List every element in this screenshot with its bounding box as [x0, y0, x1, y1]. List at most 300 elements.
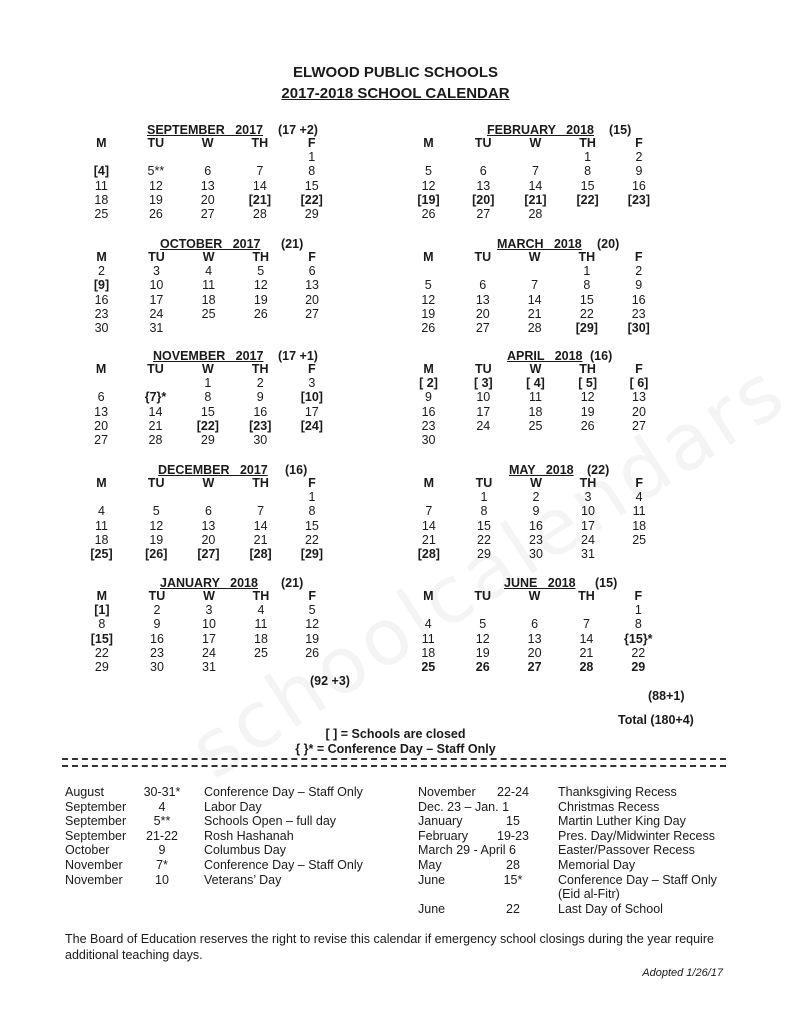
day-cell: 2 [532, 490, 540, 504]
day-cell: 26 [421, 207, 436, 222]
holiday-event: Pres. Day/Midwinter Recess [558, 828, 715, 843]
weekday-label: M [423, 362, 434, 376]
day-cell: 21 [421, 532, 436, 547]
day-cell [558, 603, 614, 617]
day-cell: 7 [531, 278, 539, 293]
day-cell: 5 [308, 603, 316, 617]
month-name: FEBRUARY 2018 [487, 123, 594, 137]
day-cell: 1 [634, 603, 642, 617]
day-cell: 17 [202, 631, 216, 646]
holiday-month: January [418, 814, 463, 829]
day-cell [128, 150, 184, 164]
day-cell: 28 [252, 207, 267, 222]
day-cell: 19 [475, 645, 490, 660]
month-grid [75, 589, 335, 674]
holiday-date: 5** [153, 814, 171, 829]
day-cell: 11 [202, 278, 216, 293]
week-row [402, 390, 662, 404]
week-row [75, 207, 335, 221]
holiday-event: Conference Day – Staff Only [204, 785, 363, 799]
week-row [75, 321, 335, 335]
day-cell: 19 [148, 192, 163, 207]
day-cell: 6 [479, 164, 487, 179]
day-cell: [23] [249, 418, 272, 433]
day-cell: 2 [98, 264, 105, 278]
day-cell: 12 [421, 178, 436, 193]
day-cell: 5 [257, 264, 265, 278]
week-row [75, 376, 335, 390]
day-cell: 20 [305, 292, 320, 307]
day-cell: 26 [253, 306, 268, 321]
month-name: MARCH 2018 [497, 237, 582, 251]
day-cell: 20 [527, 645, 542, 660]
day-cell: 11 [421, 631, 435, 646]
day-cell: 9 [256, 390, 264, 405]
day-cell: [23] [627, 192, 651, 207]
holiday-date: 22-24 [497, 785, 529, 799]
day-cell: 9 [425, 390, 432, 405]
weekday-label: TU [148, 250, 165, 264]
holiday-event: Columbus Day [204, 843, 286, 858]
weekday-label: W [201, 362, 214, 376]
weekday-label: TU [474, 362, 492, 376]
weekday-label: W [203, 589, 215, 603]
week-row [402, 321, 662, 335]
day-cell: [28] [417, 547, 440, 562]
weekday-label: W [530, 476, 542, 490]
day-cell: 3 [205, 603, 213, 617]
day-cell [289, 321, 335, 335]
week-row [75, 390, 335, 404]
day-cell: 3 [152, 264, 160, 278]
day-cell: 31 [149, 321, 164, 336]
week-row [402, 433, 662, 447]
weekday-label: TH [579, 476, 597, 490]
day-cell: 12 [149, 518, 164, 533]
day-cell [402, 603, 455, 617]
week-row [402, 405, 662, 419]
day-cell: 25 [632, 532, 647, 547]
month-grid [75, 362, 335, 447]
day-cell: 6 [97, 390, 105, 405]
holiday-date: 28 [506, 857, 520, 872]
weekday-label: F [634, 589, 643, 603]
month-header [402, 349, 662, 363]
month-march [402, 237, 662, 336]
day-cell: 4 [257, 603, 265, 617]
day-cell: 16 [94, 292, 109, 307]
month-header [75, 123, 335, 137]
day-cell [616, 207, 662, 221]
day-cell: 15 [200, 404, 215, 419]
day-cell: 18 [254, 631, 268, 646]
total-days: Total (180+4) [618, 713, 694, 727]
day-cell: 24 [476, 418, 491, 433]
day-cell: 1 [308, 490, 316, 504]
week-row [75, 533, 335, 547]
day-cell: 15 [477, 518, 491, 533]
month-day-count: (16) [285, 463, 308, 477]
day-cell: 14 [527, 292, 542, 307]
day-cell: 25 [254, 645, 268, 660]
month-day-count: (15) [595, 576, 618, 590]
day-cell: 13 [476, 178, 491, 193]
day-cell: 12 [421, 292, 436, 307]
day-cell: 2 [256, 376, 264, 390]
day-cell: 10 [149, 278, 164, 293]
holiday-event: Memorial Day [558, 857, 636, 872]
month-grid [402, 136, 662, 221]
month-name: SEPTEMBER 2017 [147, 123, 264, 137]
week-row [75, 264, 335, 278]
day-cell: 8 [308, 504, 316, 519]
day-cell: 7 [256, 164, 264, 179]
holiday-month: November [418, 785, 476, 799]
day-cell: 24 [581, 532, 595, 547]
day-cell: 4 [98, 504, 105, 519]
day-cell: 22 [304, 532, 319, 547]
day-cell: 26 [305, 645, 320, 660]
week-row [402, 307, 662, 321]
week-row [402, 547, 662, 561]
day-cell: 1 [583, 264, 591, 278]
month-header [75, 349, 335, 363]
day-cell: [21] [248, 192, 271, 207]
day-cell: 1 [584, 150, 592, 164]
week-row [402, 519, 662, 533]
day-cell: 2 [153, 603, 161, 617]
day-cell: 17 [581, 518, 595, 533]
week-row [75, 307, 335, 321]
day-cell: 27 [475, 321, 490, 336]
day-cell: [ 2] [419, 376, 438, 390]
week-row [75, 603, 335, 617]
day-cell: 13 [632, 390, 646, 405]
calendar-title [0, 85, 791, 102]
month-day-count: (16) [590, 349, 613, 363]
day-cell: 19 [253, 292, 268, 307]
day-cell [232, 490, 288, 504]
weekday-label: TH [252, 476, 269, 490]
weekday-label: F [307, 136, 316, 150]
day-cell: 5** [147, 164, 165, 179]
month-day-count: (22) [587, 463, 610, 477]
day-cell [75, 150, 128, 164]
holiday-event: Last Day of School [558, 901, 663, 916]
month-header [402, 237, 662, 251]
day-cell: [4] [93, 164, 109, 179]
day-cell: 25 [528, 418, 543, 433]
day-cell: [1] [94, 603, 110, 617]
weekday-label: F [634, 250, 643, 264]
week-row [402, 660, 662, 674]
day-cell: 12 [253, 278, 268, 293]
holiday-event: Martin Luther King Day [558, 814, 686, 829]
holiday-event: Christmas Recess [558, 799, 660, 814]
week-row [402, 533, 662, 547]
month-november [75, 349, 335, 448]
day-cell: [ 5] [578, 376, 598, 390]
weekday-header-row [402, 362, 662, 376]
day-cell: 19 [305, 631, 320, 646]
holiday-event: Veterans’ Day [204, 872, 282, 887]
day-cell: 16 [631, 292, 646, 307]
weekday-label: TU [147, 476, 165, 490]
day-cell [128, 490, 184, 504]
day-cell [455, 264, 511, 278]
day-cell: 11 [528, 390, 542, 405]
divider [62, 758, 726, 767]
day-cell [185, 490, 233, 504]
day-cell: 30 [94, 321, 109, 336]
day-cell: 25 [94, 207, 109, 222]
day-cell [185, 321, 233, 335]
day-cell: 27 [632, 418, 646, 433]
month-header [75, 237, 335, 251]
day-cell [184, 150, 231, 164]
month-april [402, 349, 662, 448]
day-cell: 7 [425, 504, 433, 519]
weekday-label: W [529, 362, 542, 376]
weekday-label: TU [474, 136, 492, 150]
holiday-month: Dec. 23 – Jan. 1 [418, 799, 510, 814]
day-cell: [22] [576, 192, 599, 207]
week-row [402, 490, 662, 504]
month-name: OCTOBER 2017 [160, 237, 261, 251]
day-cell [289, 433, 335, 447]
holiday-month: May [418, 857, 442, 872]
day-cell: [28] [249, 547, 272, 562]
day-cell: [22] [196, 418, 219, 433]
week-row [402, 504, 662, 518]
day-cell: 11 [632, 504, 646, 519]
month-header [402, 123, 662, 137]
day-cell: 9 [532, 504, 540, 519]
week-row [75, 193, 335, 207]
month-grid [402, 250, 662, 335]
day-cell: 16 [253, 404, 268, 419]
weekday-header-row [75, 476, 335, 490]
weekday-label: F [308, 250, 316, 264]
week-row [75, 617, 335, 631]
day-cell: 4 [424, 617, 432, 632]
day-cell: 11 [254, 617, 268, 632]
holiday-date: 7* [156, 857, 168, 872]
day-cell: [29] [300, 547, 324, 562]
day-cell: 15 [304, 178, 319, 193]
day-cell: 15 [579, 292, 594, 307]
holiday-month: March 29 - April 6 [418, 843, 516, 858]
weekday-label: TH [578, 250, 596, 264]
day-cell: 20 [475, 306, 490, 321]
day-cell: 3 [584, 490, 592, 504]
holiday-date: 30-31* [143, 785, 181, 799]
day-cell: [22] [300, 192, 323, 207]
day-cell: 14 [528, 178, 543, 193]
day-cell: 22 [94, 645, 109, 660]
day-cell: 30 [150, 660, 164, 675]
day-cell: [24] [300, 418, 323, 433]
weekday-label: TU [147, 136, 165, 150]
weekday-header-row [402, 589, 662, 603]
day-cell: 28 [148, 433, 163, 448]
day-cell [402, 150, 455, 164]
holiday-event: Conference Day – Staff Only [204, 857, 363, 872]
weekday-label: F [635, 136, 643, 150]
weekday-label: TH [579, 362, 596, 376]
day-cell [616, 547, 662, 561]
month-grid [402, 362, 662, 447]
day-cell: 19 [580, 404, 595, 419]
month-day-count: (21) [281, 237, 304, 251]
day-cell: [ 3] [473, 376, 493, 390]
week-row [75, 646, 335, 660]
week-row [75, 419, 335, 433]
holiday-date: 9 [158, 843, 166, 858]
weekday-header-row [75, 589, 335, 603]
day-cell: 10 [476, 390, 491, 405]
month-day-count: (17 +1) [278, 349, 318, 363]
day-cell [231, 150, 288, 164]
day-cell: 23 [94, 306, 109, 321]
week-row [75, 150, 335, 164]
day-cell: 12 [148, 178, 163, 193]
day-cell: 22 [631, 645, 646, 660]
month-january [75, 576, 335, 675]
day-cell [402, 490, 456, 504]
week-row [402, 264, 662, 278]
day-cell: 27 [305, 306, 320, 321]
day-cell: 9 [635, 278, 643, 293]
day-cell: 17 [304, 404, 319, 419]
week-row [75, 504, 335, 518]
board-notice: The Board of Education reserves the right to revise this calendar if emergency school closings during the year require additional teaching days. [65, 932, 714, 962]
holiday-event: Rosh Hashanah [204, 828, 294, 843]
weekday-label: M [96, 589, 108, 603]
weekday-label: F [308, 589, 316, 603]
holiday-month: September [65, 814, 127, 829]
day-cell: 31 [581, 547, 595, 562]
day-cell: 23 [150, 645, 164, 660]
holiday-event: Easter/Passover Recess [558, 843, 695, 858]
day-cell: 1 [480, 490, 488, 504]
day-cell: 13 [527, 631, 542, 646]
day-cell [75, 490, 128, 504]
holiday-date: 21-22 [146, 828, 178, 843]
weekday-label: W [529, 136, 542, 150]
day-cell: 1 [204, 376, 212, 390]
day-cell: 8 [584, 164, 592, 179]
holiday-month: October [65, 843, 110, 858]
weekday-header-row [75, 136, 335, 150]
weekday-label: TH [252, 589, 270, 603]
day-cell [455, 150, 511, 164]
day-cell: 30 [529, 547, 543, 562]
day-cell: 28 [527, 321, 542, 336]
weekday-label: W [202, 250, 215, 264]
day-cell [616, 433, 662, 447]
weekday-label: M [423, 476, 435, 490]
day-cell: 29 [94, 660, 109, 675]
holiday-event: (Eid al-Fitr) [558, 887, 620, 902]
day-cell: 6 [204, 164, 212, 179]
day-cell: 8 [583, 278, 591, 293]
day-cell: 22 [579, 306, 594, 321]
weekday-label: M [95, 362, 107, 376]
weekday-label: M [423, 589, 434, 603]
month-grid [75, 476, 335, 561]
day-cell [512, 150, 560, 164]
week-row [75, 632, 335, 646]
day-cell: 16 [421, 404, 436, 419]
first-half-subtotal: (92 +3) [310, 674, 350, 688]
day-cell: 13 [201, 518, 216, 533]
day-cell: 20 [201, 532, 216, 547]
day-cell: 20 [200, 192, 215, 207]
day-cell: 18 [421, 645, 436, 660]
day-cell: 29 [200, 433, 215, 448]
weekday-label: TH [579, 136, 596, 150]
month-day-count: (21) [281, 576, 304, 590]
weekday-label: TU [474, 250, 492, 264]
day-cell: 14 [253, 518, 268, 533]
day-cell: 9 [153, 617, 161, 632]
day-cell: 8 [480, 504, 488, 519]
day-cell: 13 [475, 292, 490, 307]
day-cell: 14 [421, 518, 436, 533]
week-row [402, 207, 662, 221]
day-cell: 25 [201, 306, 216, 321]
day-cell: 24 [149, 306, 164, 321]
day-cell: [27] [197, 547, 220, 562]
day-cell: 10 [581, 504, 595, 519]
day-cell: 27 [94, 433, 109, 448]
day-cell: 21 [253, 532, 268, 547]
weekday-label: M [96, 476, 107, 490]
day-cell [289, 660, 335, 674]
day-cell: 15 [304, 518, 319, 533]
day-cell: [20] [472, 192, 495, 207]
day-cell [127, 376, 184, 390]
day-cell: 6 [308, 264, 316, 278]
holiday-date: 15 [506, 814, 520, 829]
day-cell: 27 [476, 207, 491, 222]
day-cell: 11 [94, 178, 108, 193]
week-row [402, 150, 662, 164]
month-grid [75, 250, 335, 335]
day-cell [455, 603, 511, 617]
weekday-label: TU [474, 589, 492, 603]
day-cell [75, 376, 127, 390]
week-row [402, 376, 662, 390]
month-header [402, 463, 662, 477]
day-cell [511, 603, 558, 617]
day-cell: 20 [632, 404, 646, 419]
holiday-date: 4 [158, 799, 166, 814]
day-cell: 14 [252, 178, 267, 193]
month-september [75, 123, 335, 222]
holiday-date: 15* [503, 872, 523, 887]
week-row [402, 646, 662, 660]
calendar-title-text: 2017-2018 SCHOOL CALENDAR [281, 85, 510, 102]
holiday-event: Schools Open – full day [204, 814, 337, 829]
week-row [75, 433, 335, 447]
day-cell [232, 321, 289, 335]
day-cell: 8 [98, 617, 106, 632]
week-row [75, 164, 335, 178]
day-cell: 24 [202, 645, 216, 660]
day-cell: 26 [475, 660, 490, 675]
